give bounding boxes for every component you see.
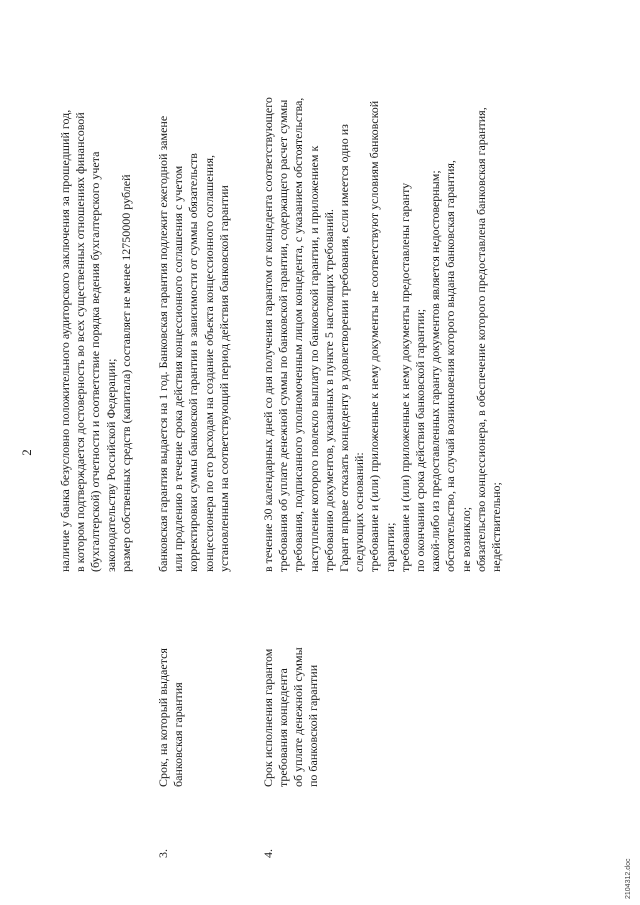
text-line: законодательству Российской Федерации; [103, 358, 118, 572]
text-line: какой-либо из предоставленных гаранту документов является недостоверным; [428, 170, 443, 572]
text-line: (бухгалтерской) отчетности и соответствие порядка ведения бухгалтерского учета [88, 151, 103, 572]
text-line: обстоятельство, на случай возникновения которого выдана банковская гарантия, [443, 160, 458, 572]
text-line: Гарант вправе отказать концеденту в удовлетворении требования, если имеется одно из [337, 124, 352, 572]
text-line: не возникло; [458, 506, 473, 572]
row-2-continuation [58, 110, 134, 572]
text-line: обязательство концессионера, в обеспечение которого предоставлена банковская гарантия, [473, 107, 488, 572]
text-line: установленным на соответствующий период действия банковской гарантии [216, 185, 231, 572]
text-line: корректировки суммы банковской гарантии в зависимости от суммы обязательств [186, 153, 201, 572]
text-line: гарантии; [382, 522, 397, 572]
text-line: банковская гарантия выдается на 1 год. Банковская гарантия подлежит ежегодной замене [156, 115, 170, 572]
row-number: 3. [156, 849, 170, 858]
text-line: концессионера по его расходам на создание объекта концессионного соглашения, [201, 155, 216, 572]
text-line: требования, подписанного уполномоченным лицом концедента, с указанием обстоятельства, [291, 97, 306, 572]
text-line: наступление которого повлекло выплату по банковской гарантии, и приложением к [306, 145, 321, 572]
text-line: требование и (или) приложенные к нему документы не соответствуют условиям банковской [367, 100, 382, 572]
text-line: по окончании срока действия банковской гарантии; [413, 308, 428, 572]
label-line: об уплате денежной суммы [291, 647, 305, 787]
row-number: 4. [261, 849, 275, 858]
text-line: требование и (или) приложенные к нему документы предоставлены гаранту [397, 182, 412, 572]
row-label [261, 647, 321, 787]
row-content [156, 116, 232, 572]
label-line: банковская гарантия [171, 682, 185, 787]
text-line: недействительно; [489, 482, 504, 572]
label-line: требования концедента [276, 668, 290, 787]
text-line: наличие у банка безусловно положительного аудиторского заключения за прошедший год, [58, 109, 72, 572]
row-content [261, 97, 504, 572]
file-name-footer: 2104312.doc [625, 858, 632, 899]
text-line: в котором подтверждается достоверность во всех существенных отношениях финансовой [73, 112, 88, 572]
label-line: Срок исполнения гарантом [261, 648, 275, 787]
text-line: следующих оснований: [352, 452, 367, 572]
page-number: 2 [19, 449, 34, 456]
row-label [156, 648, 186, 787]
label-line: по банковской гарантии [306, 664, 320, 787]
text-line: требованию документов, указанных в пункте 5 настоящих требований. [321, 209, 336, 572]
label-line: Срок, на который выдается [156, 648, 170, 787]
text-line: или продлению в течение срока действия концессионного соглашения с учетом [171, 165, 186, 572]
text-line: требования об уплате денежной суммы по банковской гарантии, содержащего расчет суммы [276, 99, 291, 572]
text-line: в течение 30 календарных дней со дня получения гарантом от концедента соответствующего [261, 97, 275, 572]
text-line: размер собственных средств (капитала) составляет не менее 12750000 рублей [118, 174, 133, 572]
